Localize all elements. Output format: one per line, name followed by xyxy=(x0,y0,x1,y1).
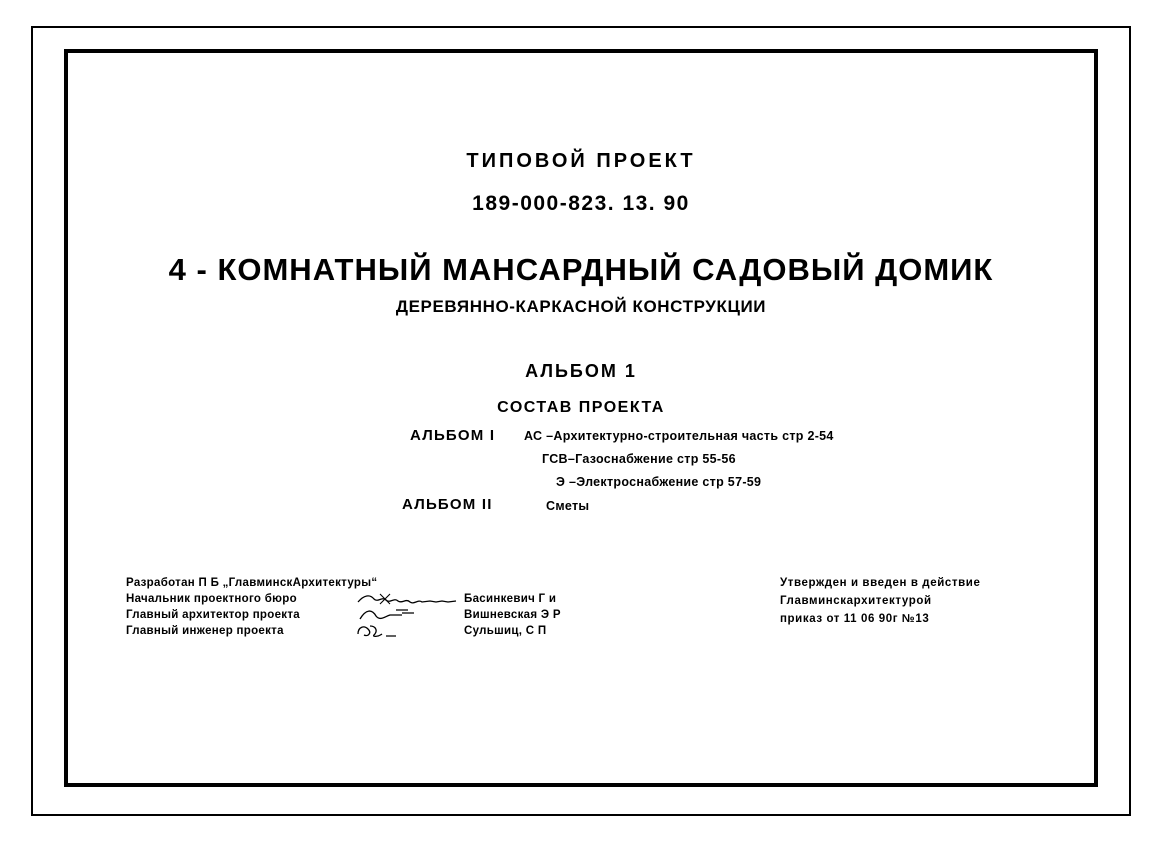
composition-item-text: Сметы xyxy=(546,499,590,513)
approval-block xyxy=(780,577,1100,631)
composition-row xyxy=(64,472,1098,495)
signature-name: Вишневская Э Р xyxy=(464,609,561,621)
signature-role: Разработан П Б „ГлавминскАрхитектуры“ xyxy=(126,577,378,589)
signature-name: Басинкевич Г и xyxy=(464,593,557,605)
handwritten-signature-icon xyxy=(356,607,476,623)
approval-line: Утвержден и введен в действие xyxy=(780,577,981,589)
composition-list xyxy=(64,426,1098,518)
sheet-content xyxy=(64,49,1098,787)
handwritten-signature-icon xyxy=(356,591,476,607)
handwritten-signature-icon xyxy=(356,623,476,639)
composition-row xyxy=(64,426,1098,449)
signature-row xyxy=(126,609,561,625)
composition-item-text: АС –Архитектурно-строительная часть стр 2-54 xyxy=(524,429,834,443)
approval-line: Главминскархитектурой xyxy=(780,595,932,607)
page-subtitle: ДЕРЕВЯННО-КАРКАСНОЙ КОНСТРУКЦИИ xyxy=(395,297,767,316)
signature-role: Главный архитектор проекта xyxy=(126,609,300,621)
signature-role: Начальник проектного бюро xyxy=(126,593,297,605)
document-header-line: ТИПОВОЙ ПРОЕКТ xyxy=(466,150,696,172)
composition-item-text: Э –Электроснабжение стр 57-59 xyxy=(556,475,762,489)
album-label: АЛЬБОМ 1 xyxy=(525,361,637,381)
composition-album-label: АЛЬБОМ I xyxy=(410,427,496,444)
signature-row xyxy=(126,577,556,593)
composition-row xyxy=(64,495,1098,518)
approval-line: приказ от 11 06 90г №13 xyxy=(780,613,930,625)
signature-row xyxy=(126,593,556,609)
signature-block xyxy=(126,577,561,641)
composition-item-text: ГСВ–Газоснабжение стр 55-56 xyxy=(542,452,736,466)
composition-heading: СОСТАВ ПРОЕКТА xyxy=(497,399,665,416)
composition-album-label: АЛЬБОМ II xyxy=(402,496,493,513)
signature-row xyxy=(126,625,556,641)
signature-role: Главный инженер проекта xyxy=(126,625,284,637)
project-code: 189-000-823. 13. 90 xyxy=(472,192,690,215)
composition-row xyxy=(64,449,1098,472)
signature-name: Сульшиц, С П xyxy=(464,625,547,637)
page-title: 4 - КОМНАТНЫЙ МАНСАРДНЫЙ САДОВЫЙ ДОМИК xyxy=(168,252,994,287)
